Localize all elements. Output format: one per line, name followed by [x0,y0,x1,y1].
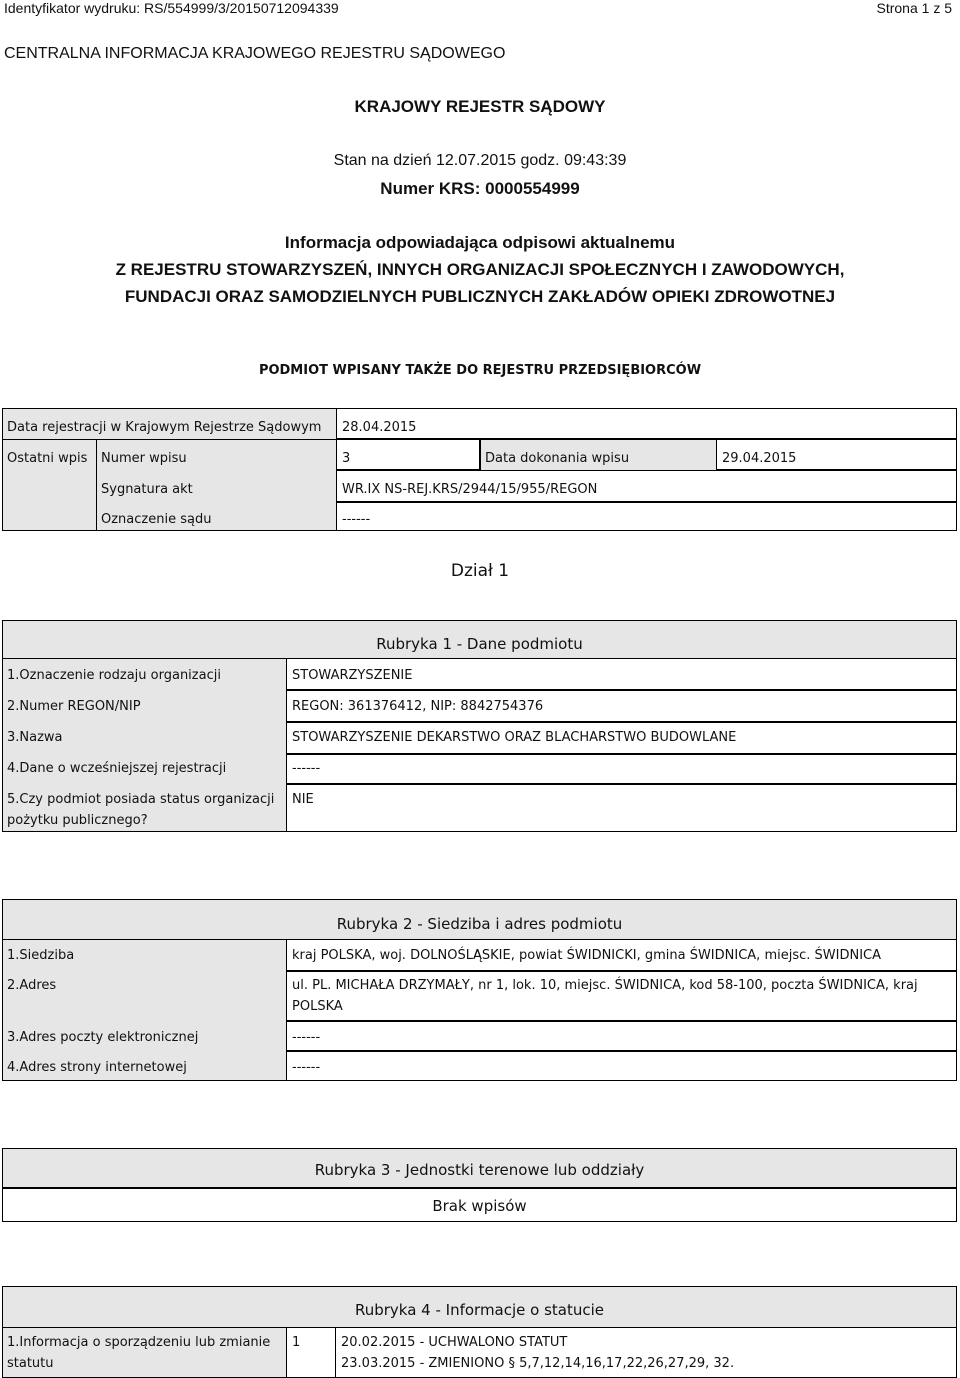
public-benefit-label [7,789,274,831]
website-value: ------ [292,1060,321,1075]
signature-value: WR.IX NS-REJ.KRS/2944/15/955/REGON [342,482,598,497]
address-label: 2.Adres [7,978,57,993]
entry-date-label: Data dokonania wpisu [485,451,630,466]
info-line-3: FUNDACJI ORAZ SAMODZIELNYCH PUBLICZNYCH ZAKŁADÓW OPIEKI ZDROWOTNEJ [124,287,836,306]
rubric-1-value-cell [286,754,957,784]
divider [2,939,957,940]
statute-info-value-line-1: 20.02.2015 - UCHWALONO STATUT [341,1335,568,1350]
court-value: ------ [342,512,371,527]
statute-index: 1 [292,1335,301,1350]
print-identifier: Identyfikator wydruku: RS/554999/3/20150712094339 [4,0,339,16]
divider [96,439,97,531]
statute-info-label [7,1332,270,1374]
rubric-2-value-cell [286,1051,957,1081]
krs-number: Numer KRS: 0000554999 [380,179,580,198]
rubric-3-table [2,1148,957,1188]
page-number: Strona 1 z 5 [876,0,952,16]
rubric-3-title: Rubryka 3 - Jednostki terenowe lub oddziały [314,1161,645,1179]
previous-registration-label: 4.Dane o wcześniejszej rejestracji [7,761,227,776]
court-label: Oznaczenie sądu [101,512,212,527]
entry-number-label: Numer wpisu [101,451,187,466]
address-value [292,975,918,1017]
divider [2,1327,957,1328]
website-label: 4.Adres strony internetowej [7,1060,187,1075]
rubric-2-value-cell [286,1021,957,1051]
last-entry-label: Ostatni wpis [7,451,88,466]
seat-value: kraj POLSKA, woj. DOLNOŚLĄSKIE, powiat ŚWIDNICKI, gmina ŚWIDNICA, miejsc. ŚWIDNICA [292,948,881,963]
registration-date-cell [336,408,957,439]
divider [2,439,957,440]
registration-date-value: 28.04.2015 [342,420,417,435]
name-label: 3.Nazwa [7,730,63,745]
registration-date-label: Data rejestracji w Krajowym Rejestrze Sądowym [7,420,322,435]
rubric-3-empty-note: Brak wpisów [432,1197,527,1215]
statute-info-label-line-1: 1.Informacja o sporządzeniu lub zmianie [7,1335,271,1350]
organization-type-value: STOWARZYSZENIE [292,668,413,683]
registry-title: KRAJOWY REJESTR SĄDOWY [354,97,606,116]
public-benefit-label-line-2: pożytku publicznego? [7,813,148,828]
rubric-1-title: Rubryka 1 - Dane podmiotu [376,635,583,653]
regon-nip-label: 2.Numer REGON/NIP [7,699,141,714]
statute-info-label-line-2: statutu [7,1356,54,1371]
state-date: Stan na dzień 12.07.2015 godz. 09:43:39 [333,152,627,169]
divider [2,658,957,659]
info-line-1: Informacja odpowiadająca odpisowi aktualnemu [284,233,676,252]
email-value: ------ [292,1030,321,1045]
previous-registration-value: ------ [292,761,321,776]
public-benefit-label-line-1: 5.Czy podmiot posiada status organizacji [7,792,275,807]
statute-info-value-line-2: 23.03.2015 - ZMIENIONO § 5,7,12,14,16,17,22,26,27,29, 32. [341,1356,735,1371]
organization-type-label: 1.Oznaczenie rodzaju organizacji [7,668,221,683]
entry-number-value: 3 [342,451,351,466]
address-value-line-1: ul. PL. MICHAŁA DRZYMAŁY, nr 1, lok. 10, miejsc. ŚWIDNICA, kod 58-100, poczta ŚWIDNICA, kraj [292,978,918,993]
divider [480,439,481,470]
rubric-2-title: Rubryka 2 - Siedziba i adres podmiotu [336,915,623,933]
court-cell [336,502,957,531]
also-entered-note: PODMIOT WPISANY TAKŻE DO REJESTRU PRZEDSIĘBIORCÓW [258,363,702,378]
public-benefit-value: NIE [292,792,314,807]
rubric-4-title: Rubryka 4 - Informacje o statucie [354,1301,605,1319]
central-info-title: CENTRALNA INFORMACJA KRAJOWEGO REJESTRU SĄDOWEGO [4,45,506,62]
address-value-line-2: POLSKA [292,999,343,1014]
regon-nip-value: REGON: 361376412, NIP: 8842754376 [292,699,544,714]
entry-number-cell [336,439,480,470]
rubric-3-body [2,1188,957,1222]
seat-label: 1.Siedziba [7,948,75,963]
section-title: Dział 1 [450,561,510,581]
rubric-1-value-cell [286,784,957,832]
info-line-2: Z REJESTRU STOWARZYSZEŃ, INNYCH ORGANIZACJI SPOŁECZNYCH I ZAWODOWYCH, [115,260,845,279]
statute-info-value [341,1332,734,1374]
name-value: STOWARZYSZENIE DEKARSTWO ORAZ BLACHARSTWO BUDOWLANE [292,730,737,745]
email-label: 3.Adres poczty elektronicznej [7,1030,199,1045]
entry-date-value: 29.04.2015 [722,451,797,466]
signature-label: Sygnatura akt [101,482,193,497]
